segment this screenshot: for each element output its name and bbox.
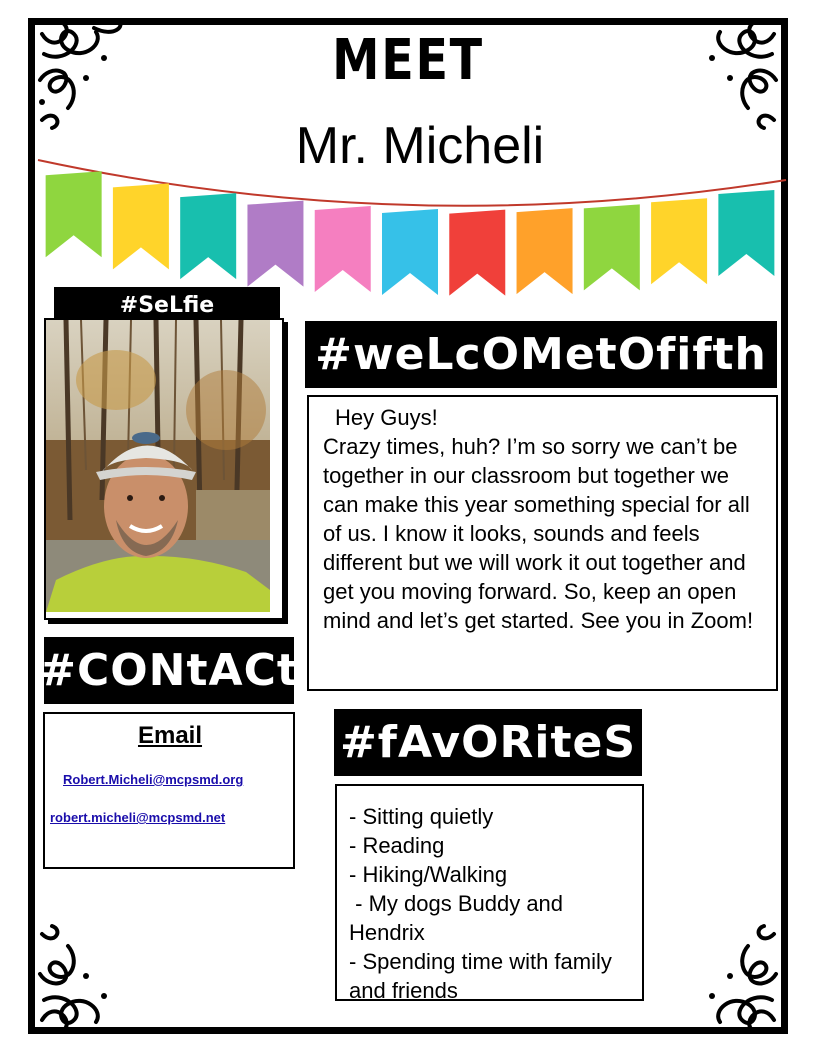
swirl-flourish-icon — [682, 920, 782, 1030]
contact-box — [43, 712, 295, 869]
favorite-item: - Reading — [349, 833, 445, 858]
favorite-item: - Sitting quietly — [349, 804, 494, 829]
welcome-label: #weLcOMetOfifth — [305, 321, 777, 388]
favorite-item: - My dogs Buddy and Hendrix — [349, 891, 570, 945]
selfie-label: #SeLfie — [54, 287, 280, 323]
favorites-box — [335, 784, 644, 1001]
selfie-photo-frame — [44, 318, 284, 620]
meet-heading: MEET — [332, 28, 484, 93]
welcome-message-box — [307, 395, 778, 691]
bunting-flag — [247, 201, 303, 287]
email-heading: Email — [137, 722, 203, 749]
favorites-label: #fAvORiteS — [334, 709, 642, 776]
bunting-flag — [584, 204, 640, 290]
bunting-flag — [180, 193, 236, 279]
bunting-flag — [449, 210, 505, 296]
email-link-primary[interactable]: Robert.Micheli@mcpsmd.org — [63, 772, 244, 787]
contact-label: #CONtACt — [44, 637, 294, 704]
bunting-flag — [46, 171, 102, 257]
bunting-flag — [651, 198, 707, 284]
favorite-item: - Spending time with family and friends — [349, 949, 612, 1003]
bunting-flag — [382, 209, 438, 295]
teacher-name: Mr. Micheli — [295, 117, 545, 175]
bunting-flag — [113, 183, 169, 269]
swirl-flourish-icon — [34, 920, 134, 1030]
email-link-secondary[interactable]: robert.micheli@mcpsmd.net — [50, 810, 226, 825]
bunting-flag — [718, 190, 774, 276]
welcome-message: Crazy times, huh? I’m so sorry we can’t be together in our classroom but together we can make this year something special for all of us. I know it looks, sounds and feels different but we will work it out together and get you moving forward. So, keep an open mind and let’s get started. See you in Zoom! — [323, 434, 754, 633]
bunting-flag — [517, 208, 573, 294]
pennant-banner-icon — [0, 0, 816, 310]
welcome-greeting: Hey Guys! — [335, 405, 438, 430]
selfie-photo — [46, 320, 270, 612]
favorite-item: - Hiking/Walking — [349, 862, 508, 887]
bunting-flag — [315, 206, 371, 292]
